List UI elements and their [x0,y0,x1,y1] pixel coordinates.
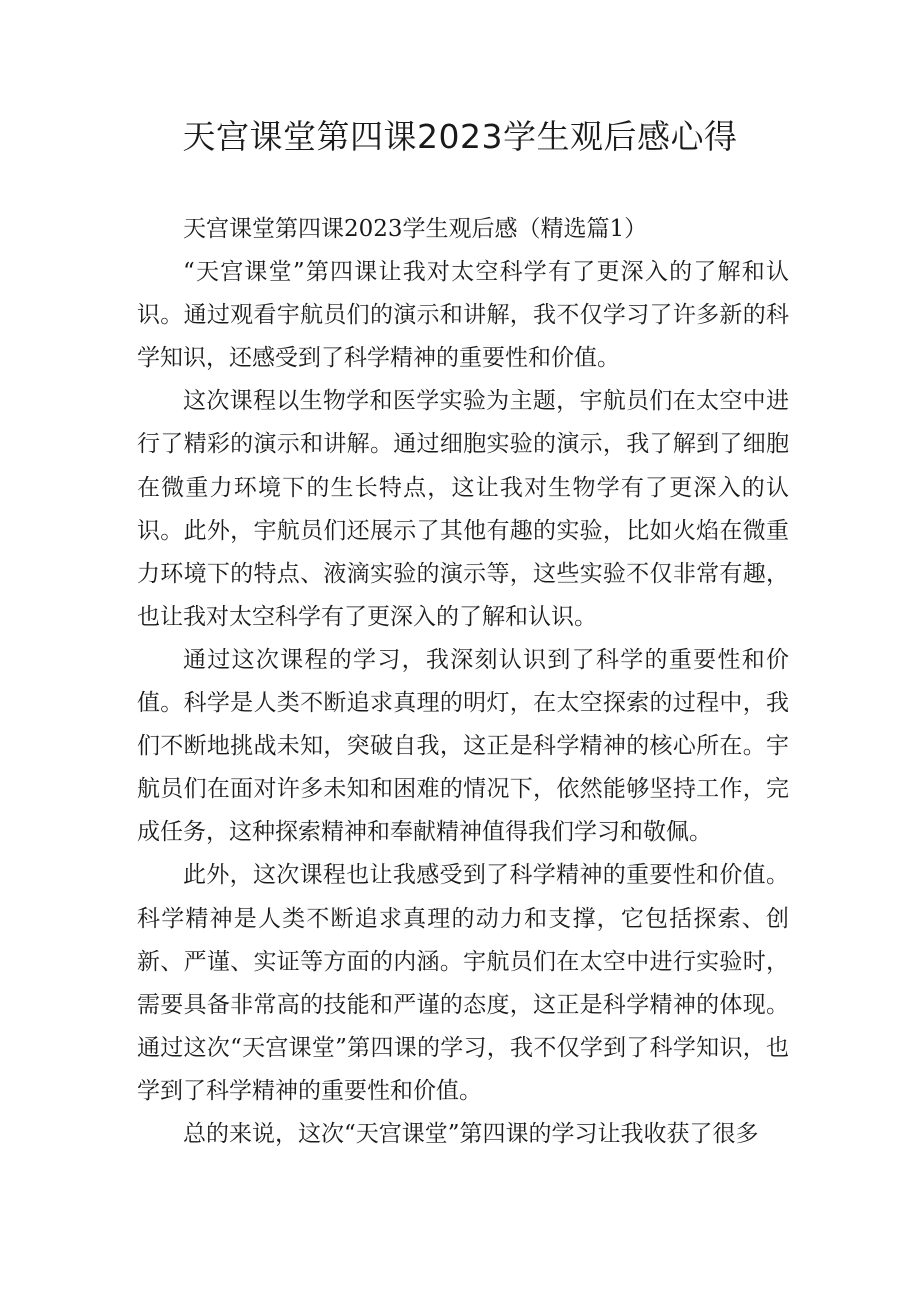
document-title: 天宫课堂第四课2023学生观后感心得 [182,117,738,156]
paragraph-2: 这次课程以生物学和医学实验为主题，宇航员们在太空中进行了精彩的演示和讲解。通过细胞实验的演示，我了解到了细胞在微重力环境下的生长特点，这让我对生物学有了更深入的认识。此外，宇航员们还展示了其他有趣的实验，比如火焰在微重力环境下的特点、液滴实验的演示等，这些实验不仅非常有趣，也让我对太空科学有了更深入的了解和认识。 [137,388,789,630]
paragraph-5: 总的来说，这次“天宫课堂”第四课的学习让我收获了很多 [183,1120,759,1147]
paragraph-4: 此外，这次课程也让我感受到了科学精神的重要性和价值。科学精神是人类不断追求真理的动力和支撑，它包括探索、创新、严谨、实证等方面的内涵。宇航员们在太空中进行实验时，需要具备非常高的技能和严谨的态度，这正是科学精神的体现。通过这次“天宫课堂”第四课的学习，我不仅学到了科学知识，也学到了科学精神的重要性和价值。 [137,862,789,1104]
paragraph-3: 通过这次课程的学习，我深刻认识到了科学的重要性和价值。科学是人类不断追求真理的明灯，在太空探索的过程中，我们不断地挑战未知，突破自我，这正是科学精神的核心所在。宇航员们在面对许多未知和困难的情况下，依然能够坚持工作，完成任务，这种探索精神和奉献精神值得我们学习和敬佩。 [137,646,789,846]
document-body [137,208,789,1156]
paragraph-1: “天宫课堂”第四课让我对太空科学有了更深入的了解和认识。通过观看宇航员们的演示和讲解，我不仅学习了许多新的科学知识，还感受到了科学精神的重要性和价值。 [137,259,789,372]
section-heading: 天宫课堂第四课2023学生观后感（精选篇1） [183,216,648,242]
